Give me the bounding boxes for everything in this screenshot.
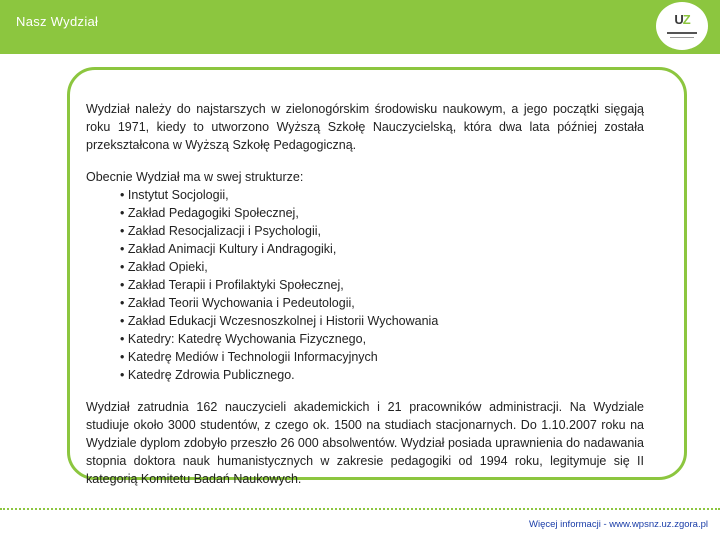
intro-paragraph: Wydział należy do najstarszych w zielonogórskim środowisku naukowym, a jego początki sięgają roku 1971, kiedy to utworzono Wyższą Szkołę Nauczycielską, która dwa lata później została przekształcona w Wyższą Szkołę Pedagogiczną. (86, 102, 644, 152)
list-item: • Zakład Animacji Kultury i Andragogiki, (86, 240, 644, 258)
list-item: • Instytut Socjologii, (86, 186, 644, 204)
summary-paragraph: Wydział zatrudnia 162 nauczycieli akademickich i 21 pracowników administracji. Na Wydziale studiuje około 3000 studentów, z czego ok. 1500 na studiach stacjonarnych. Do 1.10.2007 roku na Wydziale dyplom zdobyło przeszło 26 000 absolwentów. Wydział posiada uprawnienia do nadawania stopnia doktora nauk humanistycznych w zakresie pedagogiki od 1994 roku, legitymuje się II kategorią Komitetu Badań Naukowych. (86, 400, 644, 486)
university-logo-icon: UZ (656, 2, 708, 50)
structure-list (86, 186, 644, 384)
list-item: • Zakład Opieki, (86, 258, 644, 276)
list-item: • Zakład Teorii Wychowania i Pedeutologii, (86, 294, 644, 312)
list-item: • Zakład Resocjalizacji i Psychologii, (86, 222, 644, 240)
page-title: Nasz Wydział (16, 14, 99, 29)
header-bar (0, 0, 720, 54)
content-body (86, 100, 644, 488)
footer-divider (0, 508, 720, 510)
list-item: • Katedrę Zdrowia Publicznego. (86, 366, 644, 384)
list-item: • Zakład Edukacji Wczesnoszkolnej i Historii Wychowania (86, 312, 644, 330)
list-item: • Katedry: Katedrę Wychowania Fizycznego, (86, 330, 644, 348)
structure-heading: Obecnie Wydział ma w swej strukturze: (86, 170, 304, 184)
more-info-link[interactable]: Więcej informacji - www.wpsnz.uz.zgora.pl (529, 519, 708, 530)
list-item: • Zakład Terapii i Profilaktyki Społecznej, (86, 276, 644, 294)
list-item: • Zakład Pedagogiki Społecznej, (86, 204, 644, 222)
list-item: • Katedrę Mediów i Technologii Informacyjnych (86, 348, 644, 366)
